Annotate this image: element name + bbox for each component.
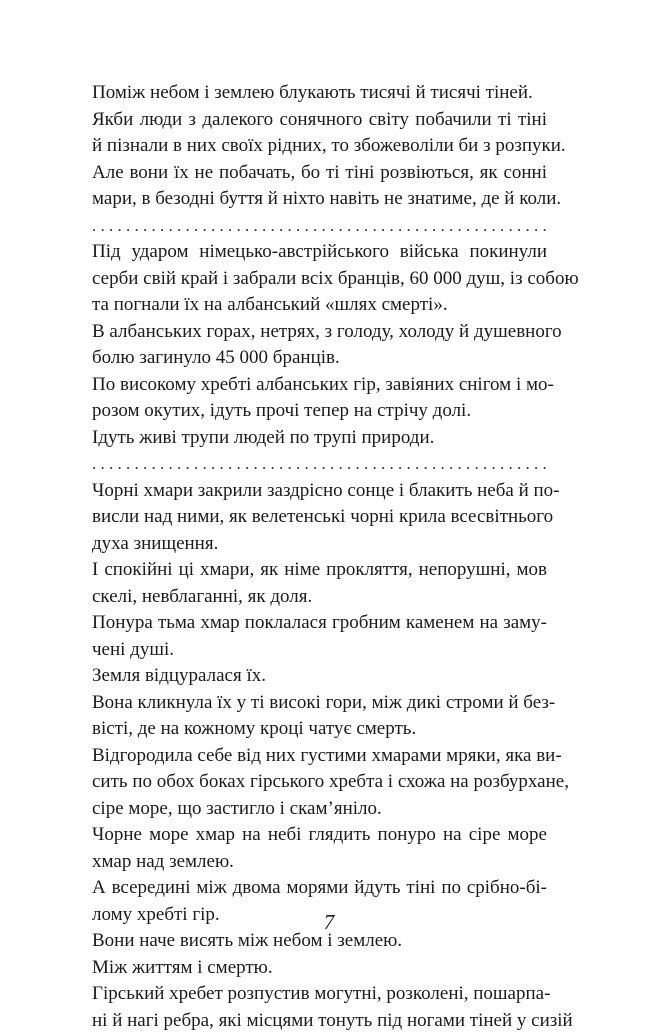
text-line: Відгородила себе від них густими хмарами мряки, яка ви- <box>92 743 547 770</box>
text-line: лому хребті гір. <box>92 902 547 929</box>
text-line: Під ударом німецько-австрійського війська покинули <box>92 239 547 266</box>
text-line: серби свій край і забрали всіх бранців, 60 000 душ, із собою <box>92 266 547 293</box>
text-line: І спокійні ці хмари, як німе прокляття, непорушні, мов <box>92 557 547 584</box>
body-text <box>92 80 547 1034</box>
text-line: скелі, невблаганні, як доля. <box>92 584 547 611</box>
text-line: розом окутих, ідуть прочі тепер на стрічу долі. <box>92 398 547 425</box>
text-line: Між життям і смертю. <box>92 955 547 982</box>
text-line: духа знищення. <box>92 531 547 558</box>
page-number: 7 <box>0 910 658 935</box>
text-line: вісті, де на кожному кроці чатує смерть. <box>92 716 547 743</box>
text-line: В албанських горах, нетрях, з голоду, холоду й душевного <box>92 319 547 346</box>
text-line: сить по обох боках гірського хребта і схожа на розбурхане, <box>92 769 547 796</box>
text-line: Але вони їх не побачать, бо ті тіні розвіються, як сонні <box>92 160 547 187</box>
text-line: хмар над землею. <box>92 849 547 876</box>
text-line: ні й нагі ребра, які місцями тонуть під ногами тіней у сизій <box>92 1008 547 1034</box>
text-line: висли над ними, як велетенські чорні крила всесвітнього <box>92 504 547 531</box>
text-line: Якби люди з далекого сонячного світу побачили ті тіні <box>92 107 547 134</box>
text-line: чені душі. <box>92 637 547 664</box>
text-line: й пізнали в них своїх рідних, то збожеволіли би з розпуки. <box>92 133 547 160</box>
text-line: Вони наче висять між небом і землею. <box>92 928 547 955</box>
text-line: Земля відцуралася їх. <box>92 663 547 690</box>
text-line: Понура тьма хмар поклалася гробним каменем на заму- <box>92 610 547 637</box>
text-line: болю загинуло 45 000 бранців. <box>92 345 547 372</box>
text-line: Вона кликнула їх у ті високі гори, між дикі строми й без- <box>92 690 547 717</box>
text-line: Ідуть живі трупи людей по трупі природи. <box>92 425 547 452</box>
section-separator: . . . . . . . . . . . . . . . . . . . . . . . . . . . . . . . . . . . . . . . . . . . . . . . . . . . . . . <box>92 213 547 240</box>
text-line: Чорні хмари закрили заздрісно сонце і блакить неба й по- <box>92 478 547 505</box>
text-line: сіре море, що застигло і скам’яніло. <box>92 796 547 823</box>
text-line: та погнали їх на албанський «шлях смерті». <box>92 292 547 319</box>
section-separator: . . . . . . . . . . . . . . . . . . . . . . . . . . . . . . . . . . . . . . . . . . . . . . . . . . . . . . <box>92 451 547 478</box>
text-line: Гірський хребет розпустив могутні, розколені, пошарпа- <box>92 981 547 1008</box>
text-line: Поміж небом і землею блукають тисячі й тисячі тіней. <box>92 80 547 107</box>
text-line: А всередині між двома морями йдуть тіні по срібно-бі- <box>92 875 547 902</box>
text-line: По високому хребті албанських гір, завіяних снігом і мо- <box>92 372 547 399</box>
text-line: Чорне море хмар на небі глядить понуро на сіре море <box>92 822 547 849</box>
text-line: мари, в безодні буття й ніхто навіть не знатиме, де й коли. <box>92 186 547 213</box>
